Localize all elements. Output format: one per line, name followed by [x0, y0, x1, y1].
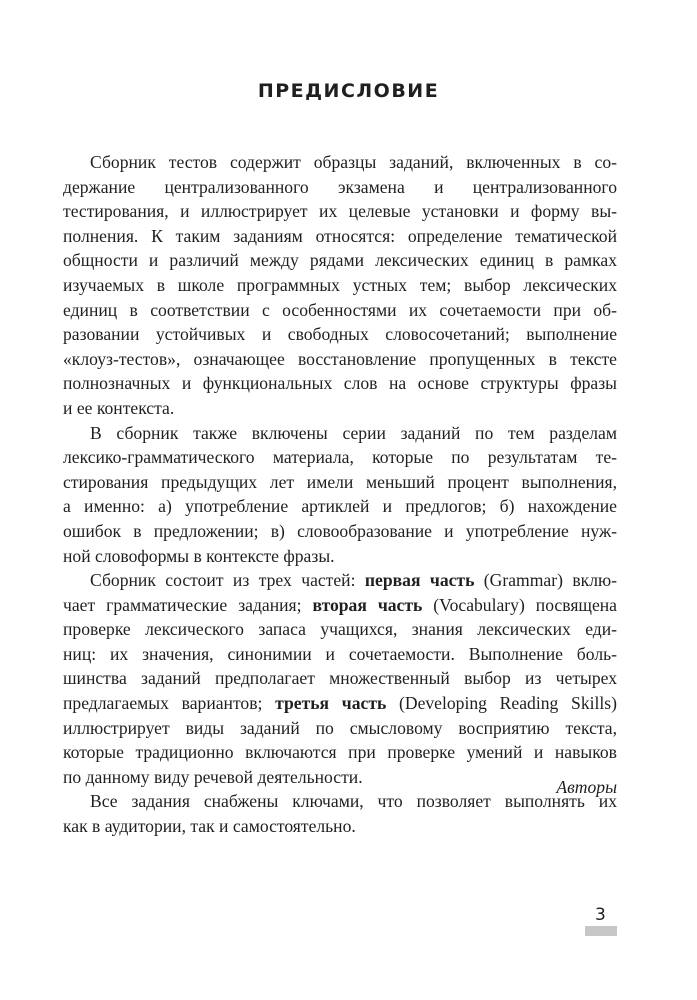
text-line [63, 494, 617, 519]
signature: Авторы [556, 777, 617, 797]
text-line [63, 224, 617, 249]
text-segment: шинства заданий предполагает множественный выбор из четырех [63, 668, 617, 689]
page-number-marker [585, 926, 617, 936]
text-segment: лексико-грамматического материала, которые по результатам те- [63, 447, 617, 468]
text-segment: Все задания снабжены ключами, что позволяет выполнять их [90, 791, 617, 812]
text-segment: общности и различий между рядами лексических единиц в рамках [63, 250, 617, 271]
text-segment: Сборник тестов содержит образцы заданий, включенных в со- [90, 152, 617, 172]
text-segment: полнозначных и функциональных слов на основе структуры фразы [63, 373, 617, 394]
text-line [63, 175, 617, 200]
bold-term: третья часть [275, 693, 387, 714]
preface-body [63, 150, 617, 839]
bold-term: первая часть [364, 570, 475, 591]
text-segment: изучаемых в школе программных устных тем; выбор лексических [63, 274, 617, 295]
text-line [63, 199, 617, 224]
text-segment: держание централизованного экзамена и централизованного [63, 176, 617, 197]
text-line [63, 544, 617, 569]
bold-term: вторая часть [312, 594, 423, 615]
text-segment: как в аудитории, так и самостоятельно. [63, 816, 356, 837]
paragraph [63, 150, 617, 421]
text-line [63, 691, 617, 716]
text-segment: «клоуз-тестов», означающее восстановление пропущенных в тексте [63, 348, 617, 369]
paragraph [63, 568, 617, 789]
text-segment: Сборник состоит из трех частей: [90, 570, 365, 591]
text-line [63, 347, 617, 372]
text-segment: ниц: их значения, синонимии и сочетаемости. Выполнение боль- [63, 643, 617, 664]
text-line [63, 371, 617, 396]
text-segment: тестирования, и иллюстрирует их целевые установки и форму вы- [63, 201, 617, 222]
text-line [63, 789, 617, 814]
text-segment: по данному виду речевой деятельности. [63, 766, 363, 787]
paragraph [63, 789, 617, 838]
text-line [63, 740, 617, 765]
text-segment: полнения. К таким заданиям относятся: определение тематической [63, 225, 617, 246]
text-segment: стирования предыдущих лет имели меньший процент выполнения, [63, 471, 617, 492]
text-segment: (Vocabulary) посвящена [422, 594, 617, 615]
text-line [63, 248, 617, 273]
text-segment: ошибок в предложении; в) словообразование и употребление нуж- [63, 520, 617, 541]
paragraph [63, 421, 617, 569]
text-line [63, 298, 617, 323]
text-segment: предлагаемых вариантов; [63, 693, 276, 714]
text-line [63, 322, 617, 347]
text-segment: разовании устойчивых и свободных словосочетаний; выполнение [63, 324, 617, 345]
text-line [63, 421, 617, 446]
text-segment: а именно: а) употребление артиклей и предлогов; б) нахождение [63, 496, 617, 517]
text-segment: В сборник также включены серии заданий по тем разделам [90, 422, 617, 443]
text-segment: и ее контекста. [63, 397, 175, 418]
page-title: ПРЕДИСЛОВИЕ [257, 80, 440, 102]
text-line [63, 273, 617, 298]
text-line [63, 593, 617, 618]
text-segment: иллюстрирует виды заданий по смысловому восприятию текста, [63, 717, 617, 738]
text-line [63, 568, 617, 593]
page-number: 3 [595, 905, 606, 925]
text-line [63, 445, 617, 470]
text-segment: которые традиционно включаются при проверке умений и навыков [63, 742, 617, 763]
text-line [63, 519, 617, 544]
text-segment: (Developing Reading Skills) [386, 693, 617, 714]
text-line [63, 150, 617, 175]
text-line [63, 666, 617, 691]
text-segment: чает грамматические задания; [63, 594, 313, 615]
text-line [63, 642, 617, 667]
text-line [63, 716, 617, 741]
text-line [63, 765, 617, 790]
text-segment: ной словоформы в контексте фразы. [63, 545, 335, 566]
text-line [63, 396, 617, 421]
text-segment: проверке лексического запаса учащихся, знания лексических еди- [63, 619, 617, 640]
text-line [63, 617, 617, 642]
text-segment: (Grammar) вклю- [474, 570, 617, 591]
text-line [63, 814, 617, 839]
text-line [63, 470, 617, 495]
text-segment: единиц в соответствии с особенностями их сочетаемости при об- [63, 299, 617, 320]
